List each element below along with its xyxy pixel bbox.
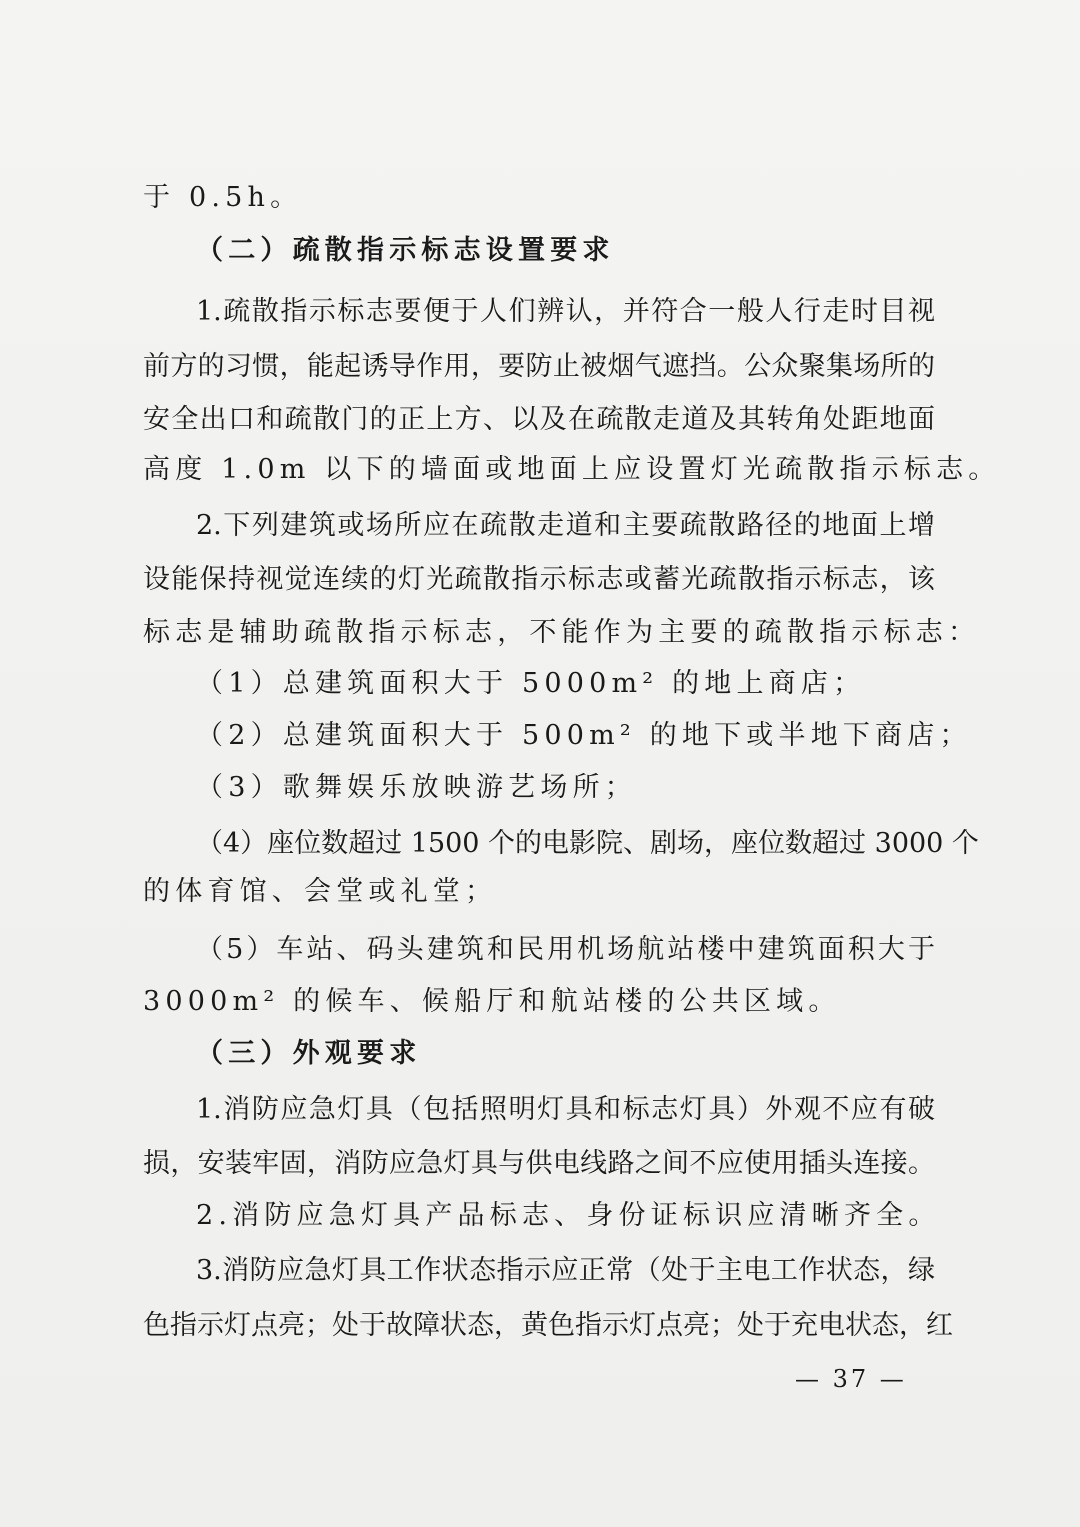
text-line: 标志是辅助疏散指示标志，不能作为主要的疏散指示标志：	[143, 617, 981, 648]
text-line: 前方的习惯，能起诱导作用，要防止被烟气遮挡。公众聚集场所的	[143, 351, 935, 382]
text-line: 1.疏散指示标志要便于人们辨认，并符合一般人行走时目视	[196, 296, 935, 327]
list-item: （2）总建筑面积大于 500m² 的地下或半地下商店；	[196, 720, 972, 751]
text-line: 高度 1.0m 以下的墙面或地面上应设置灯光疏散指示标志。	[143, 454, 1001, 485]
text-line: 2.下列建筑或场所应在疏散走道和主要疏散路径的地面上增	[196, 510, 935, 541]
page-number: — 37 —	[795, 1365, 907, 1393]
text-line: 3000m² 的候车、候船厅和航站楼的公共区域。	[143, 986, 841, 1017]
text-line: 色指示灯点亮；处于故障状态，黄色指示灯点亮；处于充电状态，红	[143, 1310, 953, 1341]
text-line: 设能保持视觉连续的灯光疏散指示标志或蓄光疏散指示标志，该	[143, 564, 935, 595]
section-heading: （三）外观要求	[196, 1038, 422, 1069]
list-item: （3）歌舞娱乐放映游艺场所；	[196, 772, 637, 803]
text-line: 3.消防应急灯具工作状态指示应正常（处于主电工作状态，绿	[196, 1255, 935, 1286]
text-line: 1.消防应急灯具（包括照明灯具和标志灯具）外观不应有破	[196, 1094, 935, 1125]
list-item: （4）座位数超过 1500 个的电影院、剧场，座位数超过 3000 个	[196, 828, 979, 859]
list-item: （1）总建筑面积大于 5000m² 的地上商店；	[196, 668, 866, 699]
text-line: 损，安装牢固，消防应急灯具与供电线路之间不应使用插头连接。	[143, 1148, 935, 1179]
text-line: 安全出口和疏散门的正上方、以及在疏散走道及其转角处距地面	[143, 404, 935, 435]
text-line: 的体育馆、会堂或礼堂；	[143, 876, 498, 907]
list-item: （5）车站、码头建筑和民用机场航站楼中建筑面积大于	[196, 934, 935, 965]
section-heading: （二）疏散指示标志设置要求	[196, 235, 615, 266]
text-line: 2.消防应急灯具产品标志、身份证标识应清晰齐全。	[196, 1200, 941, 1231]
text-line: 于 0.5h。	[143, 182, 303, 213]
